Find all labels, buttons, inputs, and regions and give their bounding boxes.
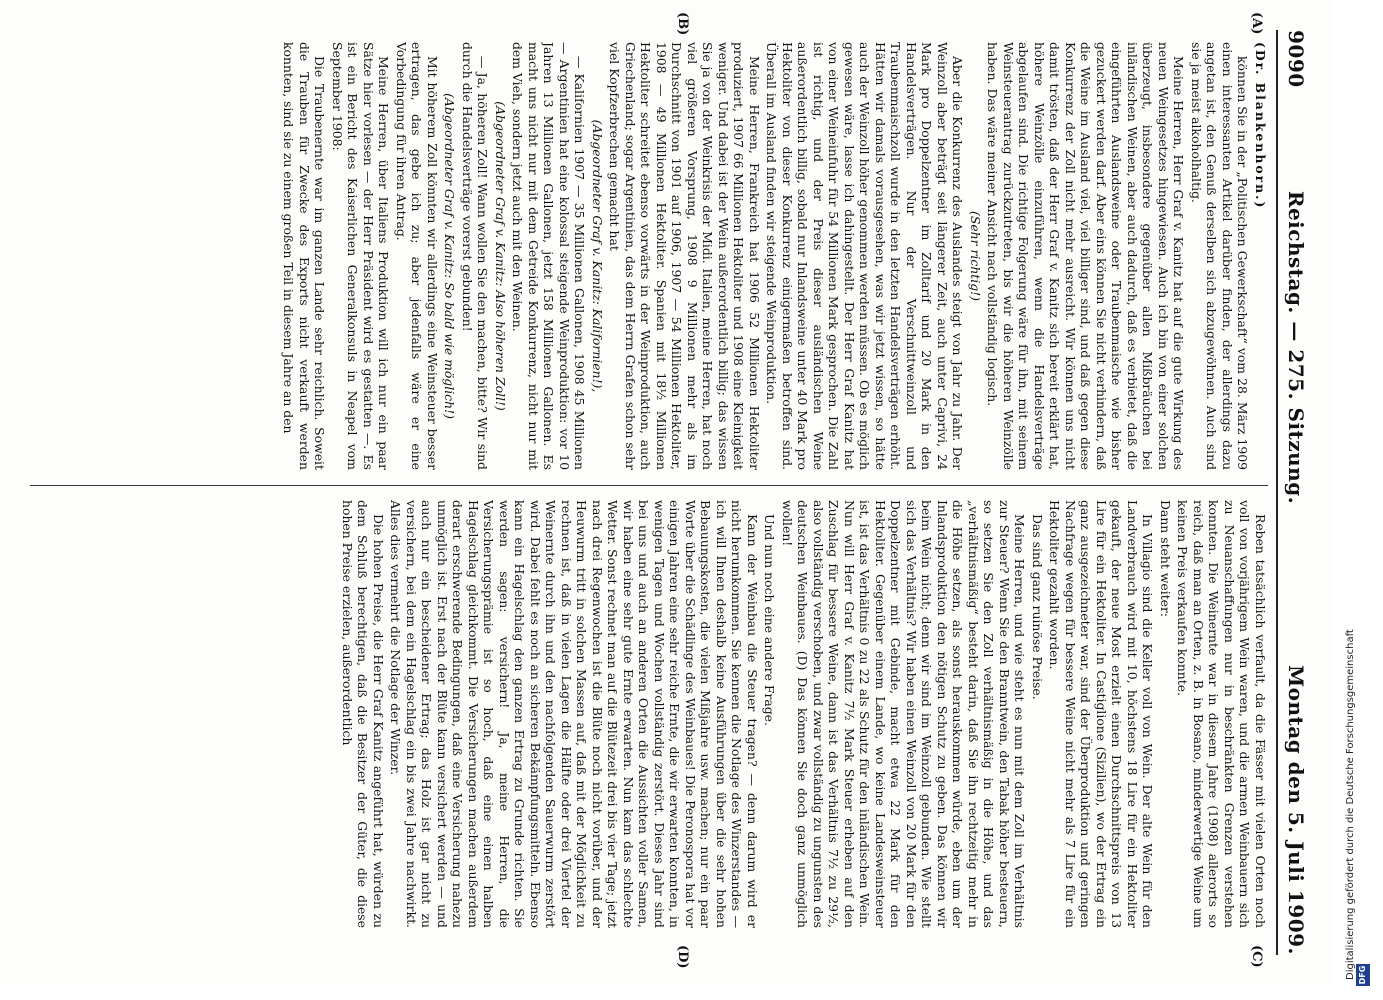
paragraph: Reben tatsächlich verfault, da die Fässer mit vielen Orten noch voll von vorjährigem Wein waren, und die armen Weinbauern sich zu Neuanschaffungen nur in beschränkten Grenzen verstehen konnten. Die Weinernte war in diesem Jahre (1908) allerorts so reich, daß man an Orten, z. B. in Bosano, minderwertige Weine um keinen Preis verkaufen konnte.	[1175, 500, 1268, 928]
paragraph: Meine Herren, und wie steht es nun mit dem Zoll im Verhältnis zur Steuer? Wenn Sie den Branntwein, den Tabak höher besteuern, so setzen Sie den Zoll verhältnismäßig in die Höhe, und das „verhältnismäßig“ besteht darin, daß Sie ihn rechtzeitig mehr in die Höhe setzen, als sonst herauskommen würde, eben um der Inlandsproduktion den nötigen Schutz zu geben. Das können wir beim Wein nicht; denn wir sind im Weinzoll gebunden. Wie stellt sich das Verhältnis? Wir haben einen Weinzoll von 20 Mark für den Doppelzentner mit Gebinde, macht etwa 22 Mark für den Hektoliter. Gegenüber einem Lande, wo keine Landesweinsteuer ist, ist das Verhältnis 0 zu 22 als Schutz für den inländischen Wein. Nun will Herr Graf v. Kanitz 7½ Mark Steuer erheben auf den Zuschlag für bessere Weine, dann ist das Verhältnis 7½ zu 29½, also vollständig verschoben, und zwar vollständig zu ungunsten des deutschen Weinbaues. (D) Das können Sie doch ganz unmöglich wollen!	[780, 500, 1028, 928]
page-number: 9090	[1284, 30, 1308, 88]
session-title: Reichstag. — 275. Sitzung.	[1284, 190, 1308, 505]
paragraph: Das sind ganz ruinöse Preise.	[1030, 514, 1045, 700]
paragraph: — Kalifornien 1907 — 35 Millionen Gallonen, 1908 45 Millionen — Argentinien hat eine kolossal steigende Weinproduktion: vor 10 Jahren 13 Millionen Gallonen, jetzt 158 Millionen Gallonen. Es macht uns nicht nur mit dem Getreide Konkurrenz, nicht nur mit dem Vieh, sondern jetzt auch mit den Weinen.	[510, 42, 588, 470]
margin-marker-d: (D)	[675, 945, 690, 969]
paragraph: Dann steht weiter:	[1158, 500, 1173, 618]
paragraph: Kann der Weinbau die Steuer tragen? — denn darum wird er nicht herumkommen. Sie kennen die Notlage des Winzerstandes — ich will Ihnen deshalb keine Ausführungen über die sehr hohen Bebauungskosten, die vielen Mißjahre usw. machen; nur ein paar Worte über die Schädlinge des Weinbaues! Die Peronospora hat vor einigen Jahren eine sehr reiche Ernte, die wir erwarten konnten, in wenigen Tagen und Wochen vollständig zerstört. Dieses Jahr sind bei uns und auch an anderen Orten die Aussichten voller Samen, wir haben eine sehr gute Ernte erwarten. Nun kam das schlechte Wetter. Sonst rechnet man auf die Blütezeit drei bis vier Tage; jetzt nach drei Regenwochen ist die Blüte noch nicht vorüber, und der Heuwurm tritt in solchen Massen auf, daß mit der Möglichkeit zu rechnen ist, daß in vielen Lagen die Hälfte oder drei Viertel der Weinernte durch ihn und den nachfolgenden Sauerwurm zerstört wird. Dabei fehlt es noch an sicheren Bekämpfungsmitteln. Ebenso kann ein Hagelschlag den ganzen Ertrag zu Grunde richten. Sie werden sagen: versichern! Ja, meine Herren, die Versicherungsprämie ist so hoch, daß eine einen halben Hagelschlag gleichkommt. Die Versicherungen machen außerdem derart erschwerende Bedingungen, daß eine Versicherung nahezu unmöglich ist. Erst nach der Blüte kann versichert werden — und auch nur ein bescheidener Ertrag; das Holz ist gar nicht zu versichern, bei dem ein Hagelschlag ein bis zwei Jahre nachwirkt. Alles dies vermehrt die Notlage der Winzer.	[388, 500, 760, 928]
paragraph: — Ja, höheren Zoll! Wann wollen Sie den machen, bitte? Wir sind durch die Handelsverträge vorerst gebunden!	[460, 42, 491, 470]
paragraph: In Villagio sind die Keller voll von Wein. Der alte Wein für den Landverbrauch wird mit 10, höchstens 18 Lire für ein Hektoliter gekauft, der neue Most erzielt einen Durchschnittspreis von 13 Lire für ein Hektoliter. In Castiglione (Sizilien), wo der Ertrag ein ganz ausgezeichneter war, sind der Überproduktion und geringen Nachfrage wegen für bessere Weine nicht mehr als 7 Lire für ein Hektoliter gezahlt worden.	[1047, 500, 1156, 928]
margin-marker-a: (A)	[1249, 12, 1264, 35]
interjection: (Abgeordneter Graf v. Kanitz: Kalifornien!),	[590, 119, 605, 393]
margin-marker-c: (C)	[1249, 945, 1264, 968]
column-divider	[30, 485, 1268, 486]
paragraph: Und nun noch eine andere Frage.	[762, 514, 778, 726]
paragraph: Mit höherem Zoll könnten wir allerdings eine Weinsteuer besser ertragen, das gebe ich zu; aber jedenfalls wäre er eine Vorbedingung für ihren Antrag.	[394, 42, 440, 470]
paragraph: können Sie in der „Politischen Gewerkschaft“ vom 28. März 1909 einen interessanten Artikel darüber finden, der allerdings dazu angetan ist, den Genuß derselben sich abzugewöhnen. Auch sind sie ja meist alkoholhaltig.	[1189, 42, 1251, 470]
paragraph: Meine Herren, Herr Graf v. Kanitz hat auf die gute Wirkung des neuen Weingesetzes hingewiesen. Auch ich bin von einer solchen überzeugt, insbesondere gegenüber allen Mißbräuchen bei inländischen Weinen, aber auch dadurch, daß es verbietet, daß die eingeführten Auslandsweine oder Traubenmaische wie bisher gezuckert werden darf. Aber eins können Sie nicht verhindern, daß die Weine im Ausland viel, viel billiger sind, und daß gegen diese Konkurrenz der Zoll nicht mehr ausreicht. Wir können uns nicht damit trösten, daß der Herr Graf v. Kanitz sich bereit erklärt hat, höhere Weinzölle einzuführen, wenn die Handelsverträge abgelaufen sind. Die richtige Folgerung wäre für ihn, mit seinem Weinsteuerantrag zurückzutreten, bis wir die höheren Weinzölle haben. Das wäre meiner Ansicht nach vollständig logisch.	[985, 42, 1187, 470]
dfg-logo: DFG	[1356, 964, 1370, 986]
paragraph: Meine Herren, über Italiens Produktion will ich nur ein paar Sätze hier vorlesen — der Herr Präsident wird es gestatten —. Es ist ein Bericht des Kaiserlichen Generalkonsuls in Neapel vom September 1908:	[330, 42, 392, 470]
speaker-name: (Dr. Blankenhorn.)	[1253, 42, 1268, 210]
paragraph: Aber die Konkurrenz des Auslandes steigt von Jahr zu Jahr. Der Weinzoll aber beträgt seit längerer Zeit, auch unter Caprivi, 24 Mark pro Doppelzentner im Zolltarif und 20 Mark in den Handelsverträgen. Nur der Verschnittweinzoll und Traubenmaischzoll wurde in den letzten Handelsverträgen erhöht. Hätten wir damals vorausgesehen, was wir jetzt wissen, so hätte auch der Weinzoll höher genommen werden müssen. Ob es möglich gewesen wäre, lasse ich dahingestellt. Der Herr Graf Kanitz hat von einer Weineinfuhr für 54 Millionen Mark gesprochen. Die Zahl ist richtig, und der Preis dieser ausländischen Weine außerordentlich billig, sobald nur Inlandsweine unter 40 Mark pro Hektoliter von dieser Konkurrenz einigermaßen betroffen sind. Überall im Ausland finden wir steigende Weinproduktion.	[764, 42, 966, 470]
paragraph: Die Traubenernte war im ganzen Lande sehr reichlich. Soweit die Trauben für Zwecke des Exports nicht verkauft werden konnten, sind sie zu einem großen Teil in diesem Jahre an den	[281, 42, 328, 470]
header-rule	[1276, 30, 1278, 955]
margin-marker-b: (B)	[675, 12, 690, 36]
interjection: (Sehr richtig!)	[968, 211, 983, 301]
interjection: (Abgeordneter Graf v. Kanitz: So bald wie möglich!)	[442, 93, 458, 419]
interjection: (Abgeordneter Graf v. Kanitz: Also höheren Zoll!)	[493, 101, 508, 411]
left-text-column	[20, 42, 1268, 470]
digitization-credit: Digitalisierung gefördert durch die Deutsche Forschungsgemeinschaft	[1345, 629, 1356, 980]
paragraph: Meine Herren, Frankreich hat 1906 52 Millionen Hektoliter produziert, 1907 66 Millionen Hektoliter und 1908 eine Kleinigkeit weniger. Und dabei ist der Wein außerordentlich billig; das wissen Sie ja von der Weinkrisis der Midi. Italien, meine Herren, hat noch viel größeren Vorsprung, 1908 9 Millionen mehr als im Durchschnitt von 1901 auf 1906, 1907 — 54 Millionen Hektoliter, 1908 — 49 Millionen Hektoliter. Spanien mit 18½ Millionen Hektoliter schreitet ebenso vorwärts in der Weinproduktion, auch Griechenland; sogar Argentinien, das dem Herrn Grafen schon sehr viel Kopfzerbrechen gemacht hat	[607, 42, 762, 470]
paragraph: Die hohen Preise, die Herr Graf Kanitz angeführt hat, würden zu dem Schluß berechtigen, daß die Besitzer der Güter, die diese hohen Preise erzielen, außerordentlich	[340, 500, 386, 928]
page-header	[1278, 30, 1312, 955]
session-date: Montag den 5. Juli 1909.	[1284, 664, 1308, 955]
right-text-column	[20, 500, 1268, 928]
